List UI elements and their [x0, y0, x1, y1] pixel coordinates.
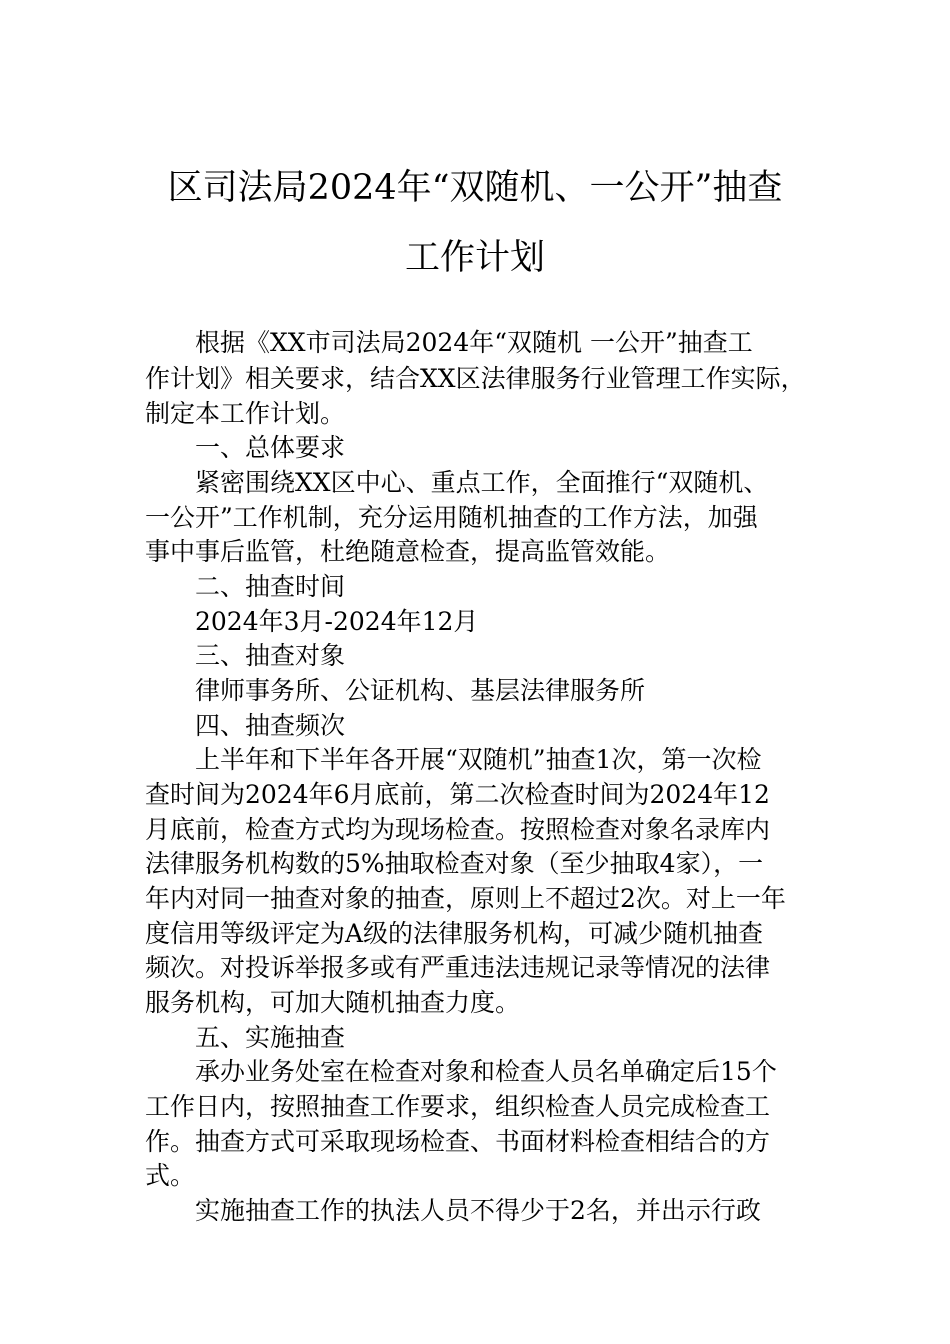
paragraph-line: 根据《XX市司法局2024年“双随机 一公开”抽查工 — [195, 328, 753, 357]
paragraph-line: 式。 — [145, 1161, 196, 1190]
paragraph-line: 度信用等级评定为A级的法律服务机构，可减少随机抽查 — [145, 919, 764, 948]
paragraph-line: 工作日内，按照抽查工作要求，组织检查人员完成检查工 — [145, 1092, 771, 1121]
paragraph-line: 承办业务处室在检查对象和检查人员名单确定后15个 — [195, 1057, 777, 1086]
paragraph-line: 实施抽查工作的执法人员不得少于2名，并出示行政 — [195, 1196, 761, 1225]
document-title-line-1: 区司法局2024年“双随机、一公开”抽查 — [167, 168, 783, 208]
paragraph-line: 上半年和下半年各开展“双随机”抽查1次，第一次检 — [195, 745, 762, 774]
paragraph-line: 作。抽查方式可采取现场检查、书面材料检查相结合的方 — [145, 1127, 771, 1156]
paragraph-line: 律师事务所、公证机构、基层法律服务所 — [195, 676, 646, 705]
paragraph-line: 紧密围绕XX区中心、重点工作，全面推行“双随机、 — [195, 468, 769, 497]
paragraph-line: 年内对同一抽查对象的抽查，原则上不超过2次。对上一年 — [145, 884, 786, 913]
paragraph-line: 事中事后监管，杜绝随意检查，提高监管效能。 — [145, 537, 671, 566]
paragraph-line: 一公开”工作机制，充分运用随机抽查的工作方法，加强 — [145, 503, 758, 532]
paragraph-line: 作计划》相关要求，结合XX区法律服务行业管理工作实际， — [145, 364, 806, 393]
section-heading: 四、抽查频次 — [195, 711, 346, 740]
paragraph-line: 月底前，检查方式均为现场检查。按照检查对象名录库内 — [145, 815, 771, 844]
section-heading: 二、抽查时间 — [195, 572, 346, 601]
paragraph-line: 频次。对投诉举报多或有严重违法违规记录等情况的法律 — [145, 953, 771, 982]
paragraph-line: 制定本工作计划。 — [145, 399, 346, 428]
paragraph-line: 法律服务机构数的5%抽取检查对象（至少抽取4家），一 — [145, 849, 764, 878]
section-heading: 五、实施抽查 — [195, 1023, 346, 1052]
section-heading: 一、总体要求 — [195, 433, 346, 462]
paragraph-line: 查时间为2024年6月底前，第二次检查时间为2024年12 — [145, 780, 770, 809]
document-title-line-2: 工作计划 — [404, 238, 545, 278]
paragraph-line: 2024年3月-2024年12月 — [195, 607, 479, 636]
paragraph-line: 服务机构，可加大随机抽查力度。 — [145, 988, 521, 1017]
section-heading: 三、抽查对象 — [195, 641, 346, 670]
